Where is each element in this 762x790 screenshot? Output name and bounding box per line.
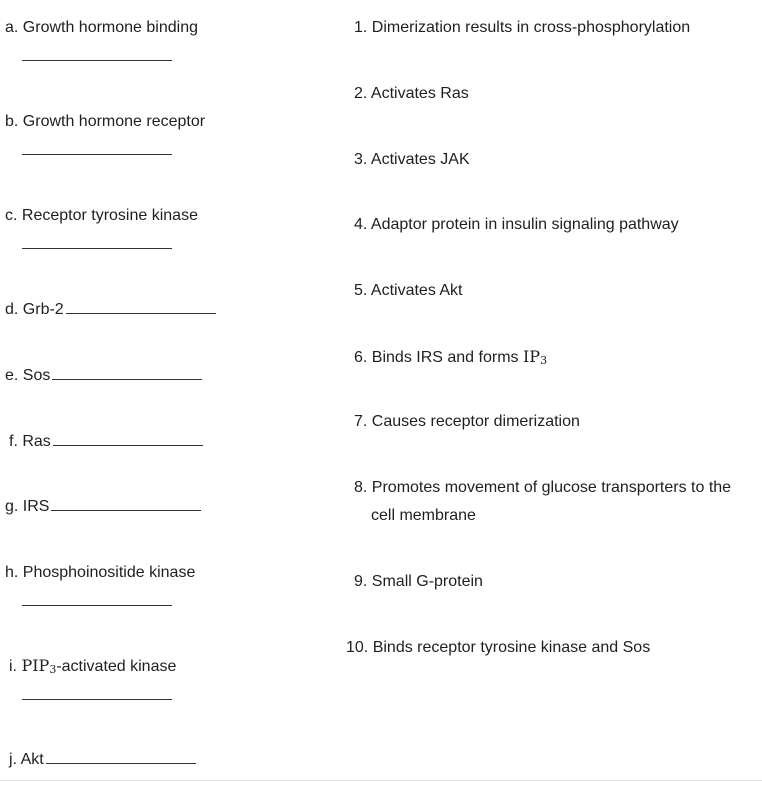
definition-7-text: Causes receptor dimerization xyxy=(371,413,580,430)
definition-6-math: IP xyxy=(522,347,541,366)
answer-blank-a[interactable] xyxy=(22,60,172,61)
definition-2-text: Activates Ras xyxy=(370,85,469,102)
term-i-subscript: 3 xyxy=(49,663,57,676)
term-b xyxy=(5,112,205,132)
answer-blank-c[interactable] xyxy=(22,248,172,249)
term-i-suffix: -activated kinase xyxy=(56,658,177,675)
term-j xyxy=(9,750,196,770)
definition-2-number: 2. xyxy=(354,85,368,102)
definition-3-text: Activates JAK xyxy=(370,151,470,168)
term-a-label: a. Growth hormone binding xyxy=(5,19,198,36)
term-i xyxy=(9,656,176,680)
answer-blank-e[interactable] xyxy=(52,379,202,380)
definition-6-text: Binds IRS and forms xyxy=(371,349,523,366)
term-i-math: PIP xyxy=(21,656,50,675)
definition-3 xyxy=(354,150,470,170)
definition-8-line2 xyxy=(371,506,476,526)
definition-6-number: 6. xyxy=(354,349,368,366)
term-i-prefix: i. xyxy=(9,658,22,675)
definition-5-number: 5. xyxy=(354,282,368,299)
term-g xyxy=(5,497,201,517)
definition-4-text: Adaptor protein in insulin signaling pathway xyxy=(370,216,679,233)
definition-5-text: Activates Akt xyxy=(370,282,463,299)
term-f-label: f. Ras xyxy=(9,433,51,450)
definition-7 xyxy=(354,412,580,432)
definition-9-number: 9. xyxy=(354,573,368,590)
definition-3-number: 3. xyxy=(354,151,368,168)
definition-8-text-line2: cell membrane xyxy=(371,507,476,524)
term-e xyxy=(5,366,202,386)
term-e-label: e. Sos xyxy=(5,367,51,384)
definition-1-text: Dimerization results in cross-phosphorylation xyxy=(371,19,691,36)
definition-6-subscript: 3 xyxy=(540,354,548,367)
definition-7-number: 7. xyxy=(354,413,368,430)
definition-8 xyxy=(354,478,731,498)
definition-9 xyxy=(354,572,483,592)
definition-8-text: Promotes movement of glucose transporters to the xyxy=(371,479,732,496)
definition-1-number: 1. xyxy=(354,19,368,36)
definition-4-number: 4. xyxy=(354,216,368,233)
answer-blank-i[interactable] xyxy=(22,699,172,700)
definition-8-number: 8. xyxy=(354,479,368,496)
bottom-divider xyxy=(0,780,762,781)
term-c-label: c. Receptor tyrosine kinase xyxy=(5,207,198,224)
term-d-label: d. Grb-2 xyxy=(5,301,64,318)
definition-6 xyxy=(354,347,547,371)
term-j-label: j. Akt xyxy=(9,751,44,768)
definition-1 xyxy=(354,18,690,38)
term-d xyxy=(5,300,216,320)
term-g-label: g. IRS xyxy=(5,498,50,515)
term-a xyxy=(5,18,198,38)
answer-blank-b[interactable] xyxy=(22,154,172,155)
answer-blank-j[interactable] xyxy=(46,763,196,764)
definition-10-number: 10. xyxy=(346,639,369,656)
definition-4 xyxy=(354,215,679,235)
answer-blank-d[interactable] xyxy=(66,313,216,314)
definition-9-text: Small G-protein xyxy=(371,573,483,590)
definition-5 xyxy=(354,281,463,301)
answer-blank-f[interactable] xyxy=(53,445,203,446)
term-h-label: h. Phosphoinositide kinase xyxy=(5,564,196,581)
term-h xyxy=(5,563,195,583)
term-c xyxy=(5,206,198,226)
definition-10 xyxy=(346,638,650,658)
definition-10-text: Binds receptor tyrosine kinase and Sos xyxy=(372,639,651,656)
answer-blank-h[interactable] xyxy=(22,605,172,606)
term-b-label: b. Growth hormone receptor xyxy=(5,113,206,130)
answer-blank-g[interactable] xyxy=(51,510,201,511)
term-f xyxy=(9,432,203,452)
definition-2 xyxy=(354,84,469,104)
